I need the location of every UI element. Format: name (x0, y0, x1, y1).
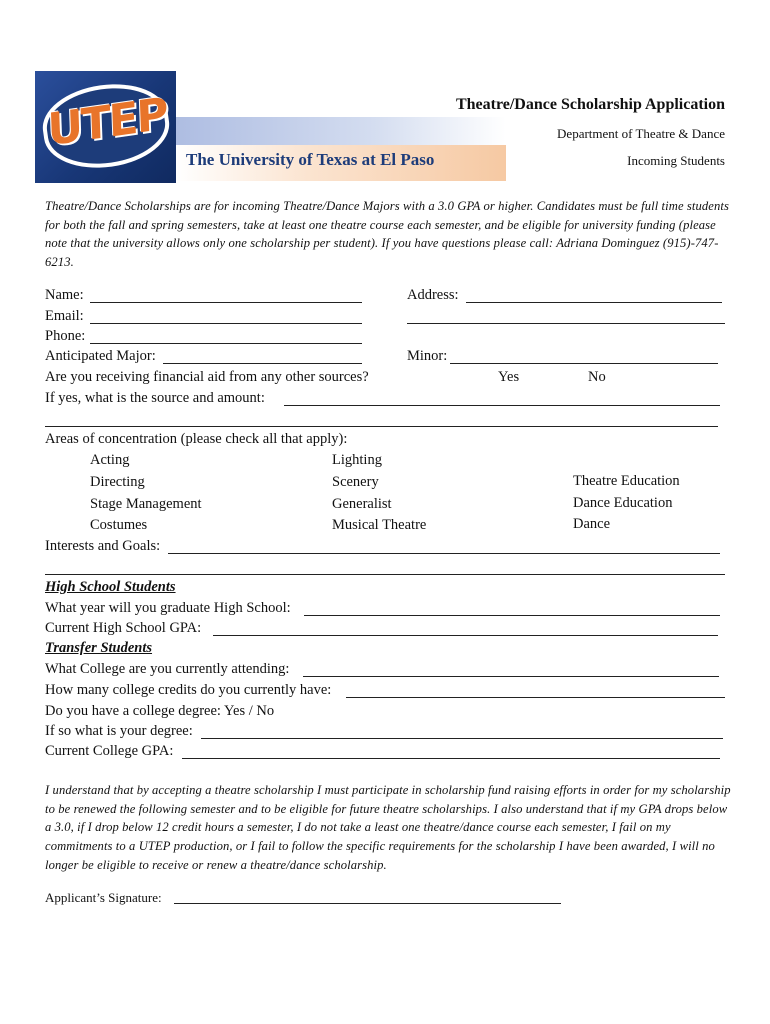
option-lighting[interactable]: Lighting (332, 452, 382, 468)
graduate-year-label: What year will you graduate High School: (45, 600, 291, 616)
degree-question: Do you have a college degree: Yes / No (45, 703, 275, 719)
interests-field-line2[interactable] (45, 574, 725, 575)
header-stripe (176, 117, 506, 145)
college-label: What College are you currently attending: (45, 661, 290, 677)
college-gpa-label: Current College GPA: (45, 743, 174, 759)
college-field[interactable] (303, 676, 719, 677)
address-field[interactable] (466, 302, 722, 303)
which-degree-label: If so what is your degree: (45, 723, 193, 739)
interests-field[interactable] (168, 553, 720, 554)
major-label: Anticipated Major: (45, 348, 156, 364)
transfer-heading: Transfer Students (45, 640, 153, 656)
hs-gpa-label: Current High School GPA: (45, 620, 202, 636)
aid-source-field-line2[interactable] (45, 426, 718, 427)
high-school-heading: High School Students (45, 579, 176, 595)
graduate-year-field[interactable] (304, 615, 720, 616)
email-label: Email: (45, 308, 84, 324)
option-scenery[interactable]: Scenery (332, 474, 379, 490)
email-field[interactable] (90, 323, 362, 324)
aid-question: Are you receiving financial aid from any other sources? (45, 369, 369, 385)
credits-label: How many college credits do you currently have: (45, 682, 332, 698)
address-field-line2[interactable] (407, 323, 725, 324)
intro-paragraph: Theatre/Dance Scholarships are for incoming Theatre/Dance Majors with a 3.0 GPA or higher. Candidates must be full time students for both the fall and spring semesters, take at least one theatre course each semester, and be eligible for university funding (please note that the university allows only one scholarship per student). If you have questions please call: Adriana Dominguez (915)-747-6213. (45, 199, 729, 270)
option-musical-theatre[interactable]: Musical Theatre (332, 517, 427, 533)
option-acting[interactable]: Acting (90, 452, 130, 468)
university-name: The University of Texas at El Paso (186, 150, 435, 169)
address-label: Address: (407, 287, 459, 303)
aid-yes-option[interactable]: Yes (498, 369, 520, 385)
college-gpa-field[interactable] (182, 758, 720, 759)
aid-no-option[interactable]: No (588, 369, 606, 385)
phone-field[interactable] (90, 343, 362, 344)
minor-label: Minor: (407, 348, 448, 364)
option-directing[interactable]: Directing (90, 474, 145, 490)
aid-source-label: If yes, what is the source and amount: (45, 390, 265, 406)
hs-gpa-field[interactable] (213, 635, 718, 636)
major-field[interactable] (163, 363, 362, 364)
phone-label: Phone: (45, 328, 86, 344)
utep-logo (35, 71, 176, 183)
agreement-paragraph: I understand that by accepting a theatre scholarship I must participate in scholarship fund raising efforts in order for my scholarship to be renewed the following semester and to be eligible for future theatre scholarships. I also understand that if my GPA drops below a 3.0, if I drop below 12 credit hours a semester, I do not take a least one theatre/dance course each semester, I fail on my commitments to a UTEP production, or I fail to follow the specific requirements for the scholarship I have been awarded, I will no longer be eligible to receive or renew a theatre/dance scholarship. (45, 783, 731, 872)
audience-label: Incoming Students (627, 153, 725, 168)
option-theatre-education[interactable]: Theatre Education (573, 473, 680, 489)
option-dance-education[interactable]: Dance Education (573, 495, 673, 511)
credits-field[interactable] (346, 697, 725, 698)
form-title: Theatre/Dance Scholarship Application (455, 96, 725, 113)
signature-label: Applicant’s Signature: (45, 890, 162, 905)
option-stage-management[interactable]: Stage Management (90, 496, 202, 512)
which-degree-field[interactable] (201, 738, 723, 739)
option-generalist[interactable]: Generalist (332, 496, 392, 512)
aid-source-field[interactable] (284, 405, 720, 406)
concentration-label: Areas of concentration (please check all that apply): (45, 431, 348, 447)
department-name: Department of Theatre & Dance (557, 126, 725, 141)
minor-field[interactable] (450, 363, 718, 364)
option-dance[interactable]: Dance (573, 516, 611, 532)
signature-field[interactable] (174, 903, 561, 904)
interests-label: Interests and Goals: (45, 538, 161, 554)
option-costumes[interactable]: Costumes (90, 517, 148, 533)
logo-text: UTEP (46, 88, 168, 157)
name-label: Name: (45, 287, 84, 303)
name-field[interactable] (90, 302, 362, 303)
